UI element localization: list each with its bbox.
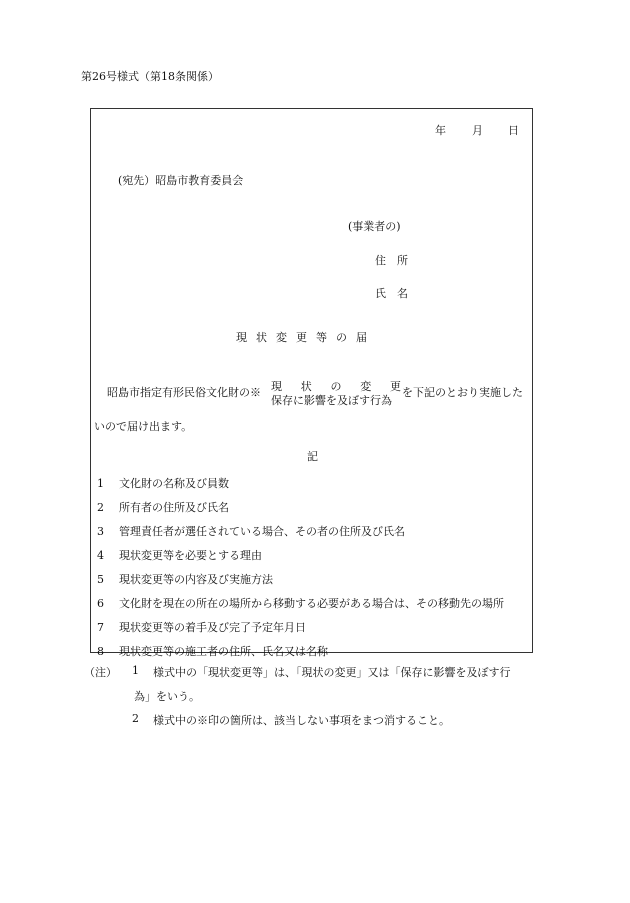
list-item: 2 所有者の住所及び氏名 bbox=[97, 501, 229, 514]
note-2-number: 2 bbox=[132, 712, 139, 725]
note-1-line-1: 様式中の「現状変更等」は、「現状の変更」又は「保存に影響を及ぼす行 bbox=[153, 666, 511, 679]
option-char: 更 bbox=[390, 380, 401, 393]
notes-label: （注） bbox=[84, 666, 117, 679]
list-item: 1 文化財の名称及び員数 bbox=[97, 477, 229, 490]
note-1-number: 1 bbox=[132, 664, 139, 677]
option-char: 現 bbox=[271, 380, 282, 393]
form-number: 第26号様式（第18条関係） bbox=[81, 70, 219, 83]
date-month-label: 月 bbox=[472, 124, 483, 137]
body-option-bottom: 保存に影響を及ぼす行為 bbox=[271, 394, 392, 407]
date-day-label: 日 bbox=[508, 124, 519, 137]
list-item: 8 現状変更等の施工者の住所、氏名又は名称 bbox=[97, 645, 328, 658]
note-1-line-2: 為」をいう。 bbox=[134, 690, 200, 703]
list-item: 7 現状変更等の着手及び完了予定年月日 bbox=[97, 621, 306, 634]
addressee: (宛先）昭島市教育委員会 bbox=[118, 174, 244, 187]
option-char: 変 bbox=[360, 380, 372, 393]
document-title: 現状変更等の届 bbox=[236, 331, 376, 344]
body-text-start: 昭島市指定有形民俗文化財の※ bbox=[107, 386, 261, 399]
list-item: 4 現状変更等を必要とする理由 bbox=[97, 549, 262, 562]
option-char: 状 bbox=[300, 380, 312, 393]
option-char: の bbox=[330, 380, 342, 393]
name-label: 氏 名 bbox=[375, 287, 408, 300]
list-item: 5 現状変更等の内容及び実施方法 bbox=[97, 573, 273, 586]
body-text-middle: を下記のとおり実施した bbox=[402, 386, 523, 399]
applicant-heading: (事業者の) bbox=[348, 220, 401, 233]
note-2-text: 様式中の※印の箇所は、該当しない事項をまつ消すること。 bbox=[153, 714, 450, 727]
list-item: 6 文化財を現在の所在の場所から移動する必要がある場合は、その移動先の場所 bbox=[97, 597, 504, 610]
body-text-end: いので届け出ます。 bbox=[94, 420, 193, 433]
list-item: 3 管理責任者が選任されている場合、その者の住所及び氏名 bbox=[97, 525, 405, 538]
ki-heading: 記 bbox=[307, 450, 318, 463]
date-year-label: 年 bbox=[435, 124, 446, 137]
address-label: 住 所 bbox=[375, 254, 408, 267]
